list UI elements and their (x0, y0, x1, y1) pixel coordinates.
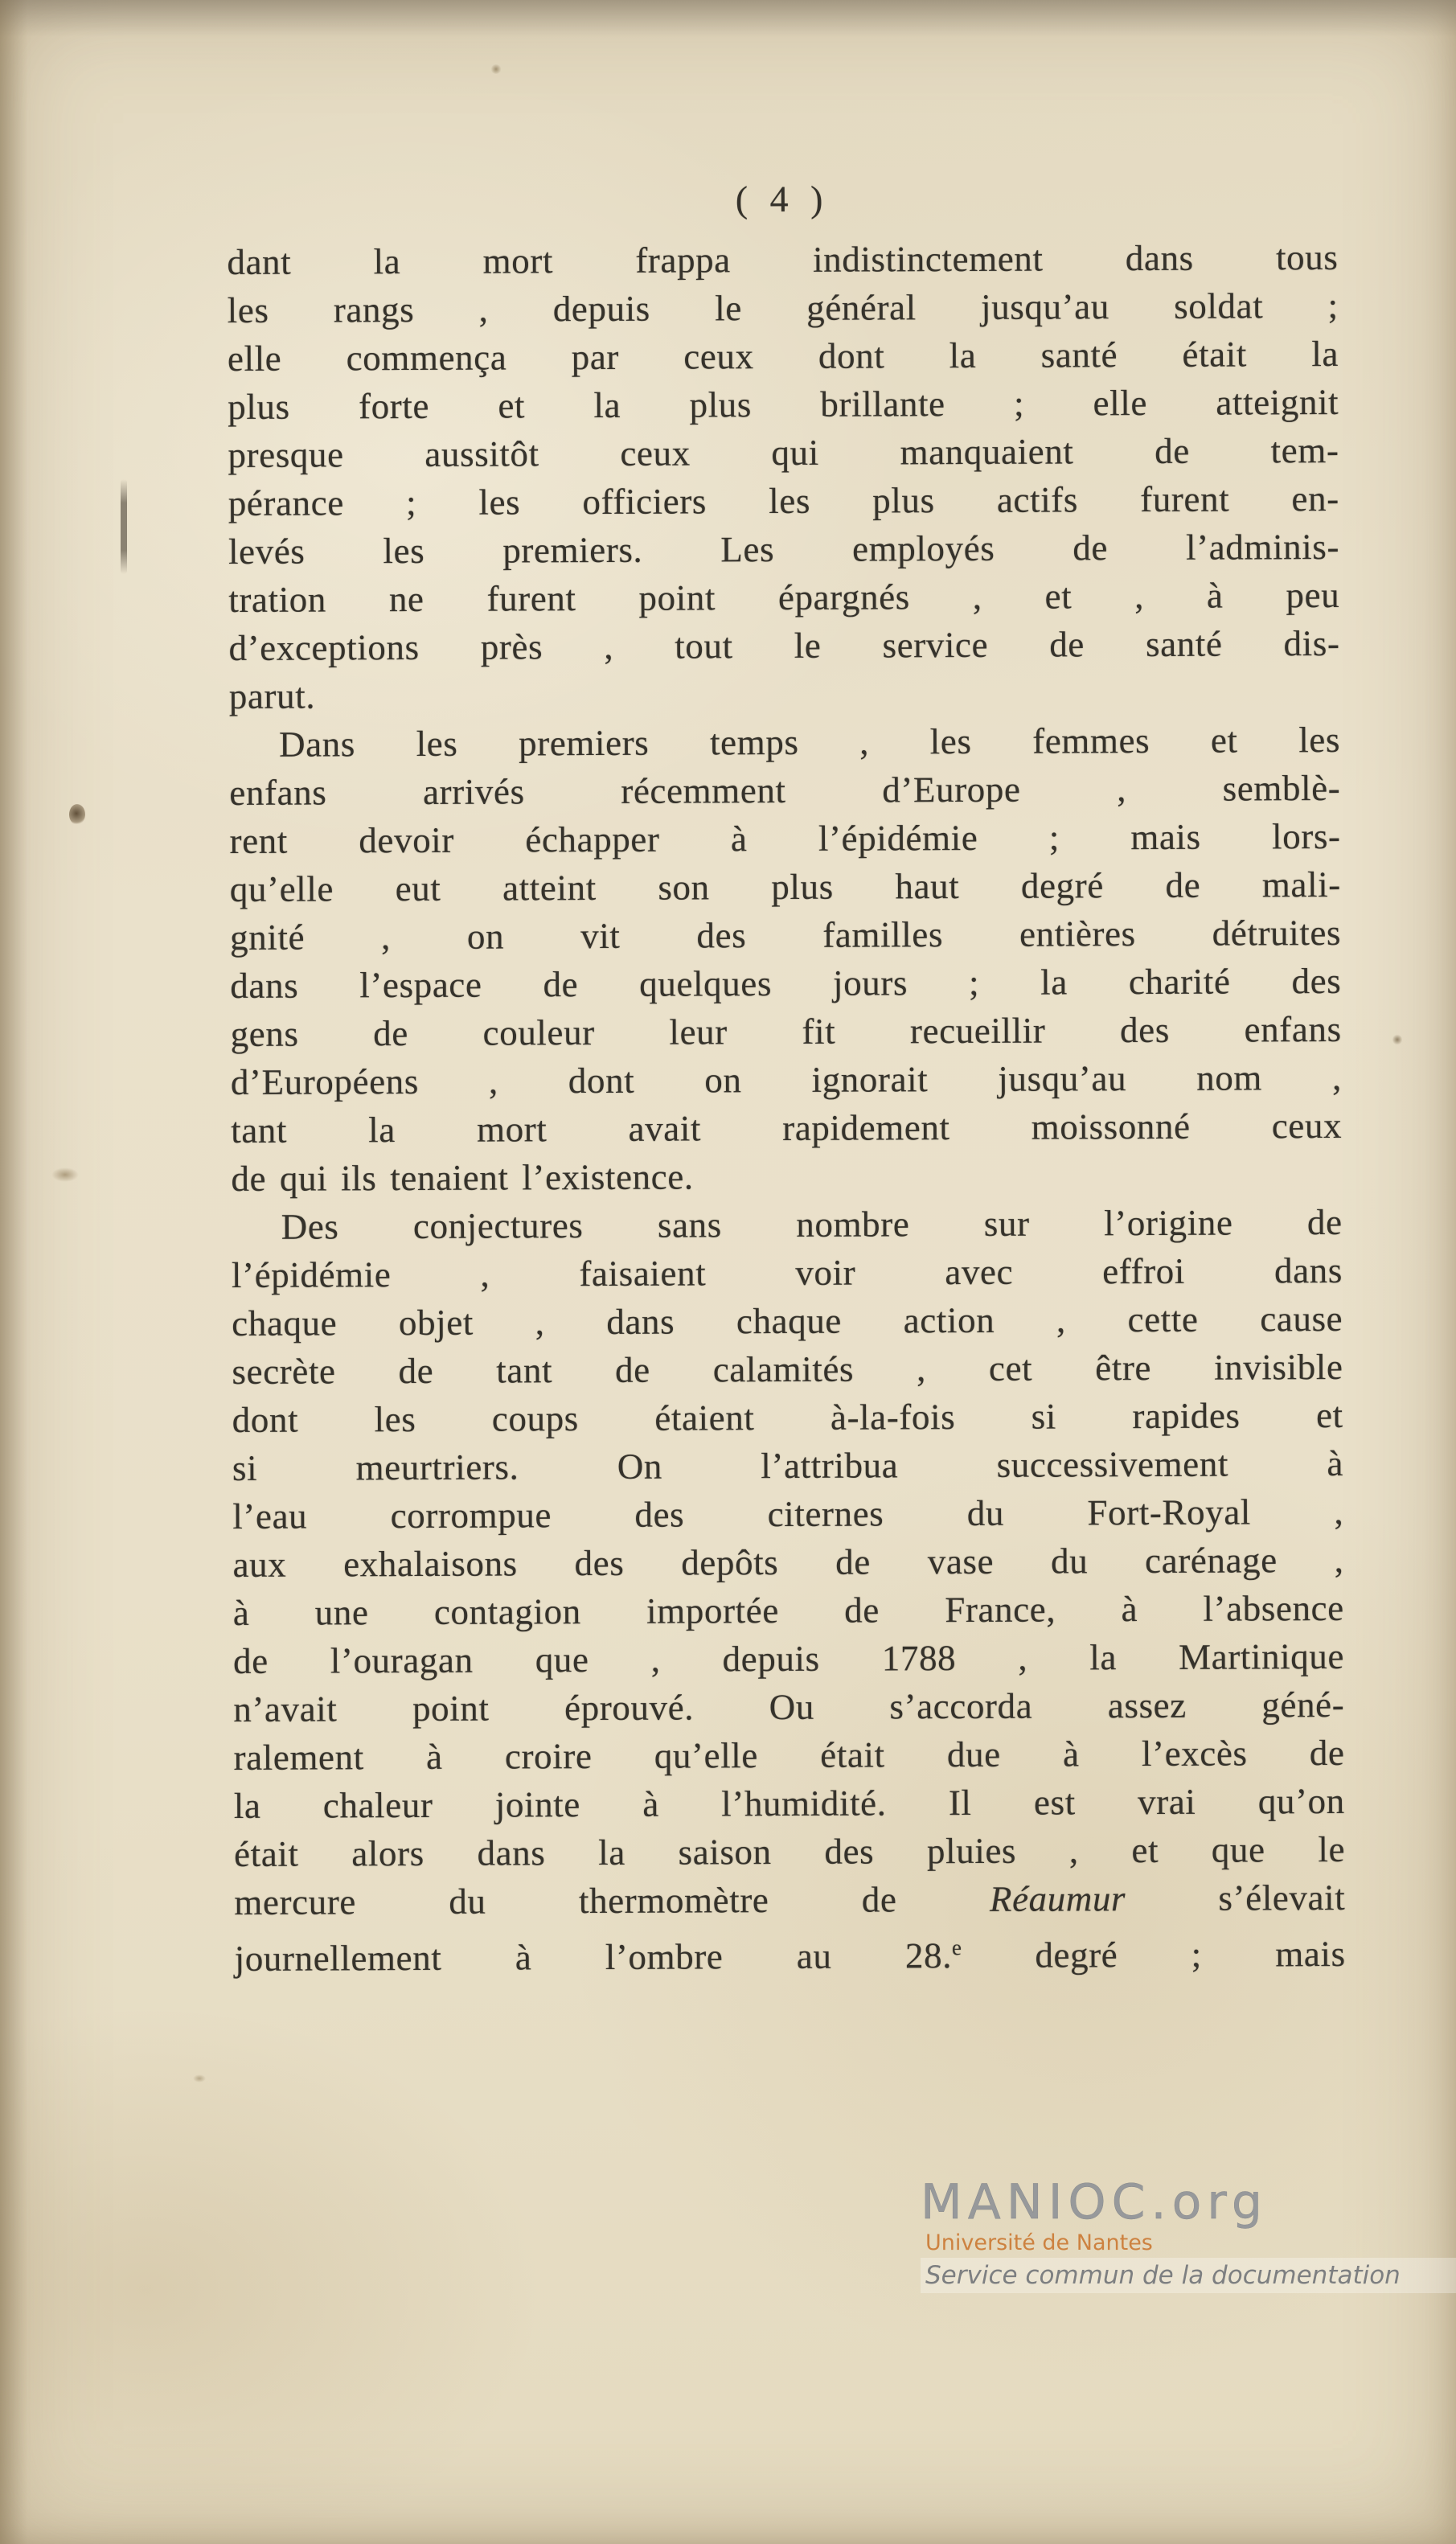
text-line (229, 764, 1340, 817)
text-run: l’eau corrompue des citernes du Fort-Royal , (232, 1491, 1344, 1537)
text-run: si meurtriers. On l’attribua successivement à (232, 1442, 1344, 1488)
text-run: dans l’espace de quelques jours ; la charité des (230, 960, 1342, 1006)
text-line (232, 1439, 1343, 1492)
text-line (234, 1873, 1345, 1926)
text-line (228, 523, 1339, 576)
scan-edge-top (0, 0, 1456, 37)
text-line (230, 909, 1341, 962)
text-run: degré ; mais (961, 1933, 1346, 1976)
text-run: journellement à l’ombre au 28. (234, 1935, 953, 1979)
scan-edge-left (0, 0, 27, 2544)
text-line (231, 1053, 1342, 1106)
stain-mark (490, 64, 502, 74)
text-line (228, 571, 1339, 624)
text-run: n’avait point éprouvé. Ou s’accorda assez géné- (233, 1684, 1345, 1730)
text-line (228, 330, 1339, 383)
text-line (233, 1632, 1344, 1685)
text-run: les rangs , depuis le général jusqu’au soldat ; (227, 285, 1339, 330)
text-run: rent devoir échapper à l’épidémie ; mais lors- (229, 815, 1341, 861)
text-line (234, 1922, 1346, 1979)
text-line (230, 957, 1341, 1010)
text-line (233, 1680, 1344, 1734)
text-line (232, 1343, 1343, 1396)
text-line (229, 716, 1340, 769)
text-line (228, 474, 1339, 527)
text-run: tration ne furent point épargnés , et , à peu (228, 574, 1340, 620)
paragraph (227, 233, 1340, 720)
text-run: levés les premiers. Les employés de l’adminis- (228, 526, 1340, 572)
text-run: s’élevait (1125, 1877, 1346, 1919)
university-label: Université de Nantes (925, 2230, 1153, 2255)
text-run: à une contagion importée de France, à l’absence (232, 1587, 1344, 1633)
paragraph (231, 1198, 1346, 1979)
text-line (228, 426, 1339, 479)
text-run: Des conjectures sans nombre sur l’origine de (281, 1201, 1343, 1247)
page-number: ( 4 ) (735, 178, 830, 220)
text-run: gnité , on vit des familles entières détruites (230, 912, 1342, 958)
text-line (230, 860, 1341, 913)
text-line (232, 1391, 1343, 1444)
text-run: qu’elle eut atteint son plus haut degré de mali- (229, 864, 1341, 909)
text-run: tant la mort avait rapidement moissonné ceux (231, 1105, 1343, 1151)
superscript-run: e (951, 1935, 962, 1960)
stain-mark (1392, 1034, 1402, 1045)
text-line (232, 1198, 1343, 1251)
text-run: plus forte et la plus brillante ; elle atteignit (228, 381, 1339, 427)
paragraph (229, 716, 1343, 1203)
text-run: pérance ; les officiers les plus actifs furent en- (228, 478, 1339, 523)
text-run: secrète de tant de calamités , cet être invisible (232, 1346, 1343, 1392)
italic-text-run: Réaumur (989, 1878, 1126, 1919)
text-run: la chaleur jointe à l’humidité. Il est vrai qu’on (233, 1780, 1345, 1826)
text-run: enfans arrivés récemment d’Europe , semblè- (229, 767, 1341, 813)
text-line (232, 1295, 1343, 1348)
text-line (233, 1584, 1344, 1637)
text-run: de qui ils tenaient l’existence. (231, 1156, 694, 1199)
text-run: parut. (228, 675, 316, 716)
text-line (227, 233, 1338, 286)
text-run: était alors dans la saison des pluies , et que le (233, 1828, 1346, 1874)
text-run: elle commença par ceux dont la santé était la (227, 333, 1339, 379)
text-line (228, 378, 1339, 431)
text-run: dont les coups étaient à-la-fois si rapides et (232, 1394, 1343, 1440)
text-line (231, 1005, 1342, 1058)
text-line (233, 1729, 1344, 1782)
text-line (231, 1102, 1342, 1155)
text-run: presque aussitôt ceux qui manquaient de tem- (228, 429, 1339, 475)
manioc-logo: MANIOC.org (921, 2174, 1268, 2230)
ink-blot (121, 479, 127, 574)
text-block (227, 233, 1346, 1979)
text-line (228, 281, 1339, 334)
page-content (227, 175, 1346, 1979)
text-line (229, 812, 1340, 865)
text-line (232, 1246, 1343, 1299)
text-run: d’exceptions près , tout le service de santé dis- (228, 622, 1340, 668)
text-line (232, 1487, 1343, 1541)
text-run: chaque objet , dans chaque action , cette cause (232, 1298, 1343, 1344)
text-line (229, 667, 1340, 720)
text-run: aux exhalaisons des depôts de vase du carénage , (232, 1539, 1344, 1585)
stain-mark (69, 804, 85, 825)
text-run: de l’ouragan que , depuis 1788 , la Martinique (232, 1635, 1345, 1681)
text-run: gens de couleur leur fit recueillir des enfans (230, 1008, 1342, 1054)
text-line (228, 619, 1339, 672)
text-line (232, 1536, 1343, 1589)
text-run: l’épidémie , faisaient voir avec effroi dans (231, 1249, 1343, 1295)
stain-mark (51, 1167, 79, 1182)
text-line (231, 1150, 1342, 1203)
text-run: ralement à croire qu’elle était due à l’excès de (233, 1732, 1345, 1778)
text-run: mercure du thermomètre de (234, 1878, 990, 1922)
text-line (234, 1825, 1345, 1878)
text-run: dant la mort frappa indistinctement dans tous (227, 236, 1339, 282)
library-watermark (921, 2176, 1456, 2293)
stain-mark (193, 2074, 206, 2082)
text-line (234, 1777, 1345, 1830)
text-run: d’Européens , dont on ignorait jusqu’au nom , (230, 1057, 1342, 1102)
text-run: Dans les premiers temps , les femmes et les (278, 719, 1341, 765)
service-label: Service commun de la documentation (921, 2258, 1456, 2293)
